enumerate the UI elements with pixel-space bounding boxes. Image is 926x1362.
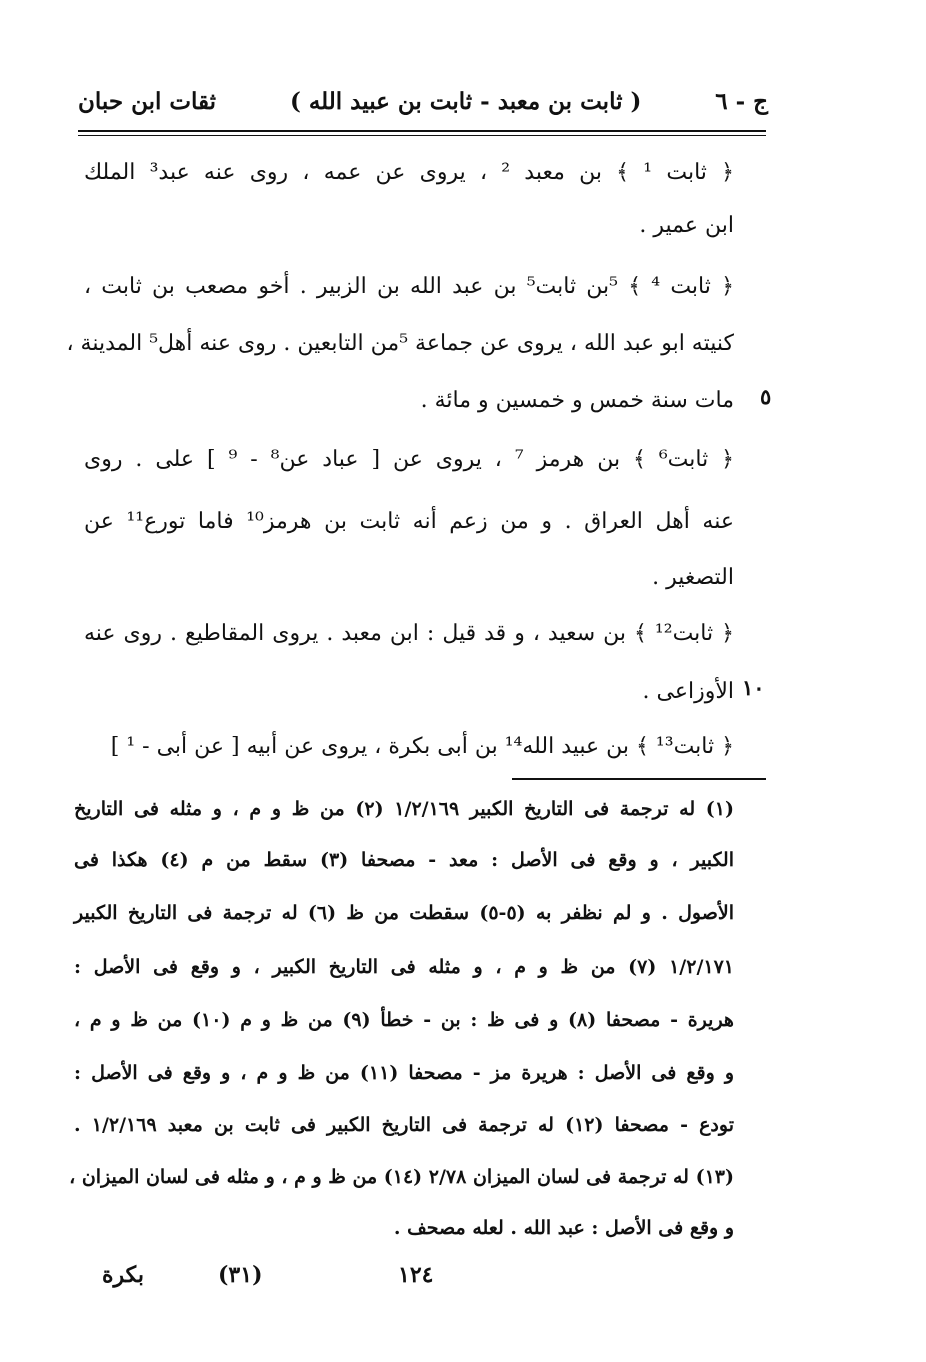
text-line: الأوزاعى . (642, 679, 734, 704)
text-line: ابن عمير . (639, 213, 734, 238)
text-line: ﴿ ثابت ⁴ ﴾ ⁵بن ثابت⁵ بن عبد الله بن الزبير . أخو مصعب بن ثابت ، (84, 274, 734, 299)
footnote-line: و وقع فى الأصل : عبد الله . لعله مصحف . (393, 1217, 734, 1239)
volume-number: ج - ٦ (715, 87, 768, 115)
text-line: ﴿ ثابت⁶ ﴾ بن هرمز ⁷ ، يروى عن [ عباد عن⁸ - ⁹ ] على . روى (84, 447, 735, 472)
text-line: عنه أهل العراق . و من زعم أنه ثابت بن هرمز¹⁰ فاما تورع¹¹ عن (84, 509, 734, 534)
text-line: التصغير . (652, 565, 734, 590)
footnote-line: الأصول . و لم نظفر به (٥-٥) سقطت من ظ (٦) له ترجمة فى التاريخ الكبير (74, 902, 734, 924)
text-line: كنيته ابو عبد الله ، يروى عن جماعة ⁵من التابعين . روى عنه أهل⁵ المدينة ، (66, 331, 734, 356)
footnote-line: ١/٢/١٧١ (٧) من ظ و م ، و مثله فى التاريخ الكبير ، و وقع فى الأصل : (74, 956, 734, 978)
page-number: ١٢٤ (398, 1262, 434, 1288)
text-line: ﴿ ثابت¹² ﴾ بن سعيد ، و قد قيل : ابن معبد . يروى المقاطيع . روى عنه (84, 621, 735, 646)
text-line: ﴿ ثابت ¹ ﴾ بن معبد ² ، يروى عن عمه ، روى عنه عبد³ الملك (84, 160, 734, 185)
text-line: مات سنة خمس و خمسين و مائة . (420, 388, 734, 413)
running-header (78, 80, 768, 122)
line-number-10: ١٠ (742, 675, 765, 700)
text-line: ﴿ ثابت¹³ ﴾ بن عبيد الله¹⁴ بن أبى بكرة ، يروى عن أبيه [ عن أبى - ¹ ] (110, 734, 734, 759)
footnote-line: هريرة - مصحفا (٨) و فى ظ : بن - خطأ (٩) من ظ و م (١٠) من ظ و م ، (74, 1009, 734, 1031)
footnote-line: الكبير ، و وقع فى الأصل : معد - مصحفا (٣) سقط من م (٤) هكذا فى (74, 849, 735, 871)
catchword: بكرة (102, 1262, 144, 1288)
line-number-5: ٥ (760, 384, 772, 409)
signature-mark: (٣١) (218, 1262, 263, 1288)
footnote-line: تودع - مصحفا (١٢) له ترجمة فى التاريخ الكبير فى ثابت بن معبد ١/٢/١٦٩ . (74, 1114, 734, 1136)
book-title: ثقات ابن حبان (78, 87, 217, 115)
footnote-line: (١) له ترجمة فى التاريخ الكبير ١/٢/١٦٩ (٢) من ظ و م ، و مثله فى التاريخ (74, 798, 735, 820)
header-rule-thin (78, 135, 766, 136)
header-rule (78, 130, 766, 132)
entry-range: ( ثابت بن معبد - ثابت بن عبيد الله ) (289, 87, 642, 115)
footnote-line: و وقع فى الأصل : هريرة مز - مصحفا (١١) من ظ و م ، و وقع فى الأصل : (74, 1062, 734, 1084)
footnote-rule (512, 778, 766, 780)
footnote-line: (١٣) له ترجمة فى لسان الميزان ٢/٧٨ (١٤) من ظ و م ، و مثله فى لسان الميزان ، (69, 1166, 734, 1188)
